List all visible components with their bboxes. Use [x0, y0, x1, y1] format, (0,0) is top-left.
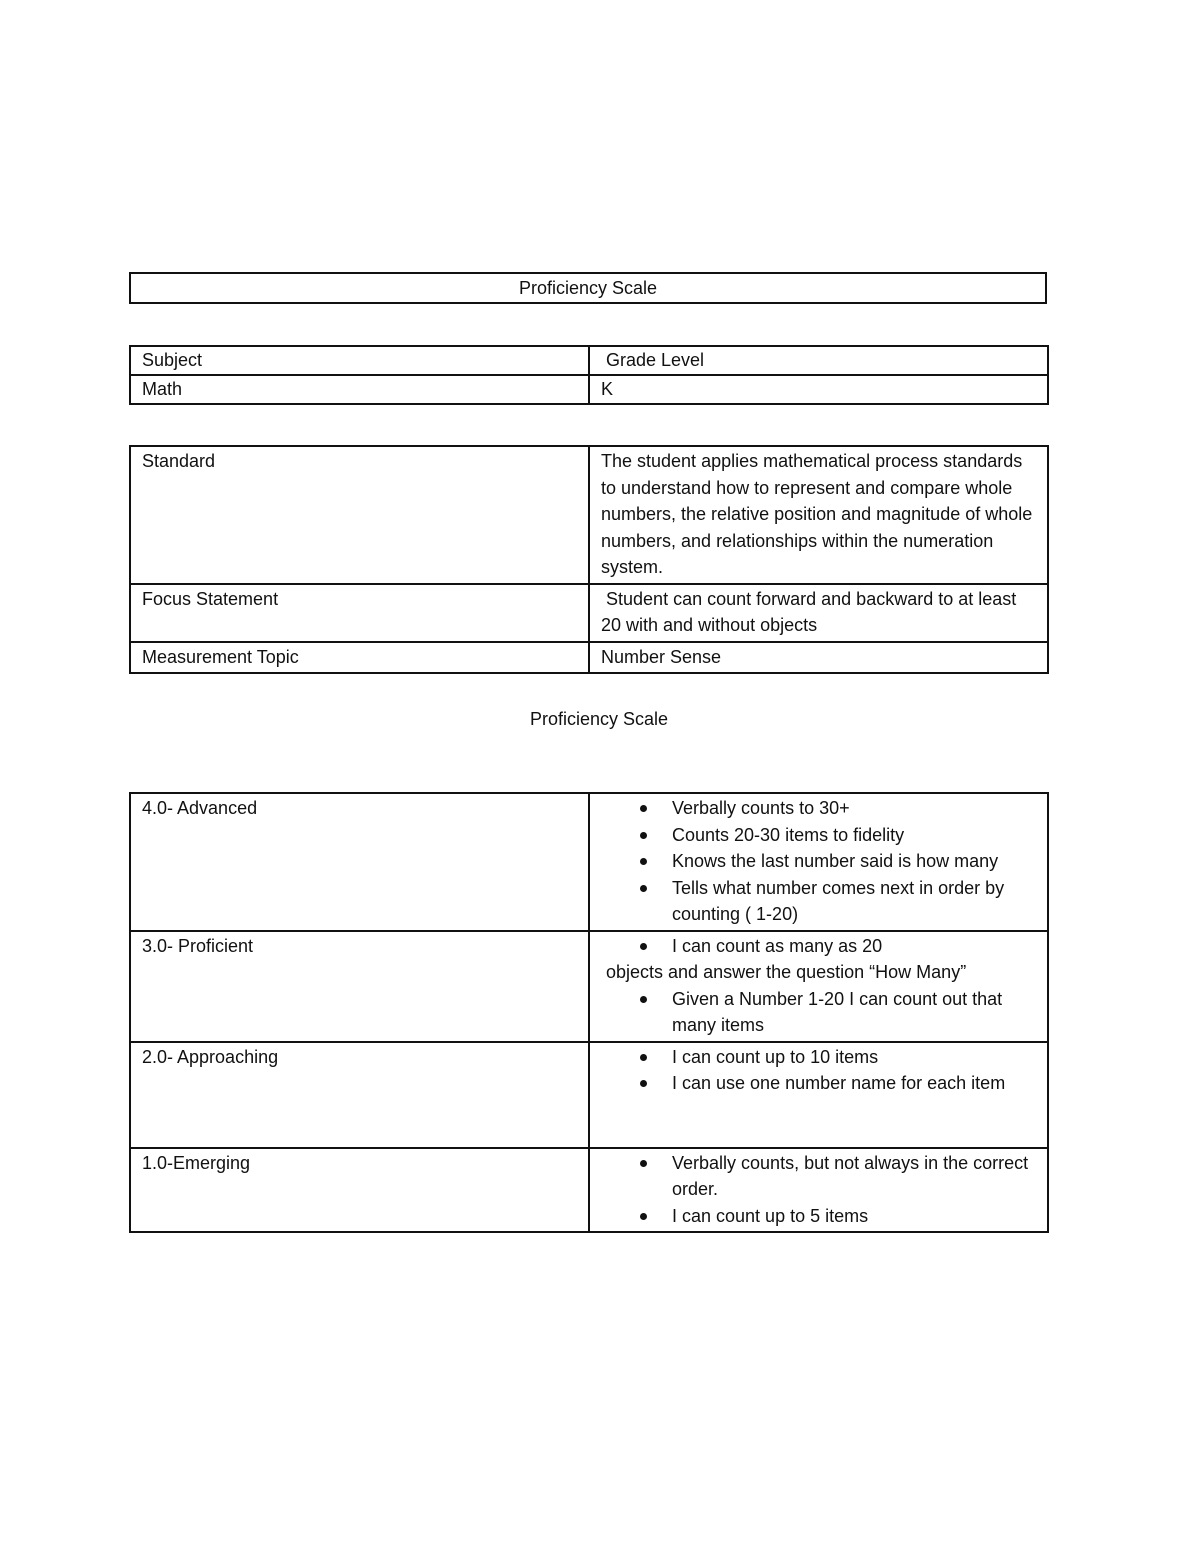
focus-statement-label: Focus Statement: [130, 584, 589, 642]
level-row-proficient: [130, 931, 1048, 1042]
bullet-list: [601, 1044, 1037, 1097]
level-label: 2.0- Approaching: [130, 1042, 589, 1148]
bullet-list: [601, 933, 1037, 960]
bullet-list: [601, 795, 1037, 928]
proficiency-scale-table: [129, 792, 1049, 1233]
grade-level-value: K: [589, 375, 1048, 404]
subject-grade-table: [129, 345, 1049, 405]
bullet-item: I can count as many as 20: [601, 933, 1037, 960]
subject-header-row: [130, 346, 1048, 375]
level-label: 4.0- Advanced: [130, 793, 589, 931]
measurement-topic-label: Measurement Topic: [130, 642, 589, 674]
measurement-topic-row: [130, 642, 1048, 674]
bullet-item: Knows the last number said is how many: [601, 848, 1037, 875]
bullet-item: Tells what number comes next in order by counting ( 1-20): [601, 875, 1037, 928]
bullet-item: I can count up to 5 items: [601, 1203, 1037, 1230]
focus-statement-row: [130, 584, 1048, 642]
level-row-advanced: [130, 793, 1048, 931]
focus-statement-value: Student can count forward and backward to at least 20 with and without objects: [589, 584, 1048, 642]
level-description: [589, 793, 1048, 931]
subject-value: Math: [130, 375, 589, 404]
level-row-approaching: [130, 1042, 1048, 1148]
page-title: Proficiency Scale: [130, 273, 1046, 303]
level-label: 3.0- Proficient: [130, 931, 589, 1042]
continuation-text: objects and answer the question “How Many”: [606, 962, 967, 982]
standard-row: [130, 446, 1048, 584]
standard-value: The student applies mathematical process standards to understand how to represent and compare whole numbers, the relative position and magnitude of whole numbers, and relationships within the numeration system.: [589, 446, 1048, 584]
bullet-item: Verbally counts to 30+: [601, 795, 1037, 822]
level-description: [589, 1148, 1048, 1233]
level-row-emerging: [130, 1148, 1048, 1233]
bullet-item: Counts 20-30 items to fidelity: [601, 822, 1037, 849]
title-box: [129, 272, 1047, 304]
bullet-item: I can use one number name for each item: [601, 1070, 1037, 1097]
bullet-list: [601, 1150, 1037, 1230]
bullet-list: [601, 986, 1037, 1039]
subject-value-row: [130, 375, 1048, 404]
bullet-item: I can count up to 10 items: [601, 1044, 1037, 1071]
grade-level-header: Grade Level: [589, 346, 1048, 375]
standard-label: Standard: [130, 446, 589, 584]
level-description: [589, 931, 1048, 1042]
scale-heading: Proficiency Scale: [529, 709, 669, 729]
subject-header: Subject: [130, 346, 589, 375]
bullet-item: Verbally counts, but not always in the correct order.: [601, 1150, 1037, 1203]
level-label: 1.0-Emerging: [130, 1148, 589, 1233]
level-description: [589, 1042, 1048, 1148]
measurement-topic-value: Number Sense: [589, 642, 1048, 674]
bullet-item: Given a Number 1-20 I can count out that many items: [601, 986, 1037, 1039]
standard-table: [129, 445, 1049, 674]
